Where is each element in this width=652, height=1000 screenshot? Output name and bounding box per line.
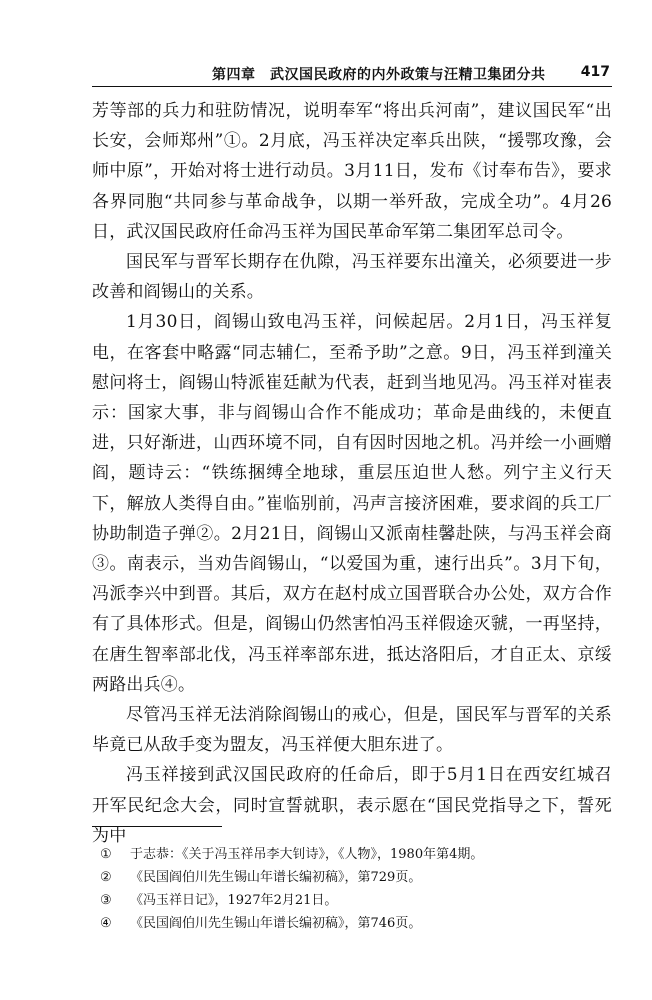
- footnote-marker: ①: [100, 847, 112, 862]
- paragraph: 1月30日，阎锡山致电冯玉祥，问候起居。2月1日，冯玉祥复电，在客套中略露“同志辅仁，至希予助”之意。9日，冯玉祥到潼关慰问将士，阎锡山特派崔廷献为代表，赶到当地见冯。冯玉祥对崔表示：国家大事，非与阎锡山合作不能成功；革命是曲线的，未便直进，只好渐进，山西环境不同，自有因时因地之机。冯并绘一小画赠阎，题诗云：“铁练捆缚全地球，重层压迫世人愁。列宁主义行天下，解放人类得自由。”崔临别前，冯声言接济困难，要求阎的兵工厂协助制造子弹②。2月21日，阎锡山又派南桂馨赴陕，与冯玉祥会商③。南表示，当劝告阎锡山，“以爱国为重，速行出兵”。3月下旬，冯派李兴中到晋。其后，双方在赵村成立国晋联合办公处，双方合作有了具体形式。但是，阎锡山仍然害怕冯玉祥假途灭虢，一再坚持，在唐生智率部北伐，冯玉祥率部东进，抵达洛阳后，才自正太、京绥两路出兵④。: [92, 312, 612, 695]
- footnote-marker: ④: [100, 916, 112, 931]
- paragraph: 芳等部的兵力和驻防情况，说明奉军“将出兵河南”，建议国民军“出长安，会师郑州”①。2月底，冯玉祥决定率兵出陕，“援鄂攻豫，会师中原”，开始对将士进行动员。3月11日，发布《讨奉布告》，要求各界同胞“共同参与革命战争，以期一举歼敌，完成全功”。4月26日，武汉国民政府任命冯玉祥为国民革命军第二集团军总司令。: [92, 101, 612, 242]
- body-text: [92, 96, 612, 851]
- footnote-item: [100, 843, 600, 866]
- footnote-item: [100, 866, 600, 889]
- footnote-item: [100, 889, 600, 912]
- footnote-marker: ③: [100, 893, 112, 908]
- running-header: [92, 60, 612, 87]
- footnote-text: 《民国阎伯川先生锡山年谱长编初稿》，第746页。: [130, 916, 422, 931]
- paragraph: 冯玉祥接到武汉国民政府的任命后，即于5月1日在西安红城召开军民纪念大会，同时宣誓就职，表示愿在“国民党指导之下，誓死为中: [92, 765, 612, 846]
- footnotes: [100, 843, 600, 935]
- footnote-text: 于志恭：《关于冯玉祥吊李大钊诗》，《人物》，1980年第4期。: [130, 847, 484, 862]
- paragraph: 国民军与晋军长期存在仇隙，冯玉祥要东出潼关，必须要进一步改善和阎锡山的关系。: [92, 252, 612, 303]
- paragraph: 尽管冯玉祥无法消除阎锡山的戒心，但是，国民军与晋军的关系毕竟已从敌手变为盟友，冯玉祥便大胆东进了。: [92, 705, 612, 756]
- footnote-text: 《冯玉祥日记》，1927年2月21日。: [130, 893, 338, 908]
- footnote-divider: [92, 826, 222, 827]
- chapter-title: 第四章 武汉国民政府的内外政策与汪精卫集团分共: [212, 67, 546, 83]
- page-number: 417: [580, 64, 610, 80]
- footnote-marker: ②: [100, 870, 112, 885]
- footnote-item: [100, 912, 600, 935]
- footnote-text: 《民国阎伯川先生锡山年谱长编初稿》，第729页。: [130, 870, 422, 885]
